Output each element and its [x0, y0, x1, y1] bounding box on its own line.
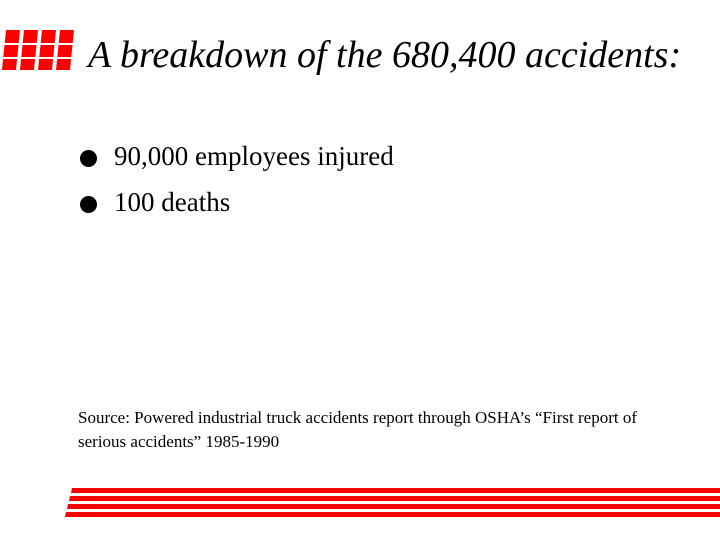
- stripe-1: [71, 488, 720, 493]
- logo-bar-1: [2, 30, 20, 70]
- logo-bar-4: [56, 30, 74, 70]
- logo-bar-3: [38, 30, 56, 70]
- bullet-list: [80, 136, 394, 228]
- bullet-text: 90,000 employees injured: [114, 141, 394, 171]
- logo-red-bars: [0, 30, 76, 70]
- slide-title: A breakdown of the 680,400 accidents:: [88, 34, 682, 76]
- bullet-dot-icon: [80, 196, 97, 213]
- stripe-4: [65, 512, 720, 517]
- stripe-2: [69, 496, 720, 501]
- bullet-text: 100 deaths: [114, 187, 231, 217]
- source-citation: Source: Powered industrial truck accidents report through OSHA’s “First report of serious accidents” 1985-1990: [78, 408, 637, 451]
- bullet-dot-icon: [80, 150, 97, 167]
- logo-bar-2: [20, 30, 38, 70]
- bottom-red-stripes: [0, 486, 720, 520]
- bullet-item: [80, 182, 394, 228]
- bullet-item: [80, 136, 394, 182]
- stripe-3: [67, 504, 720, 509]
